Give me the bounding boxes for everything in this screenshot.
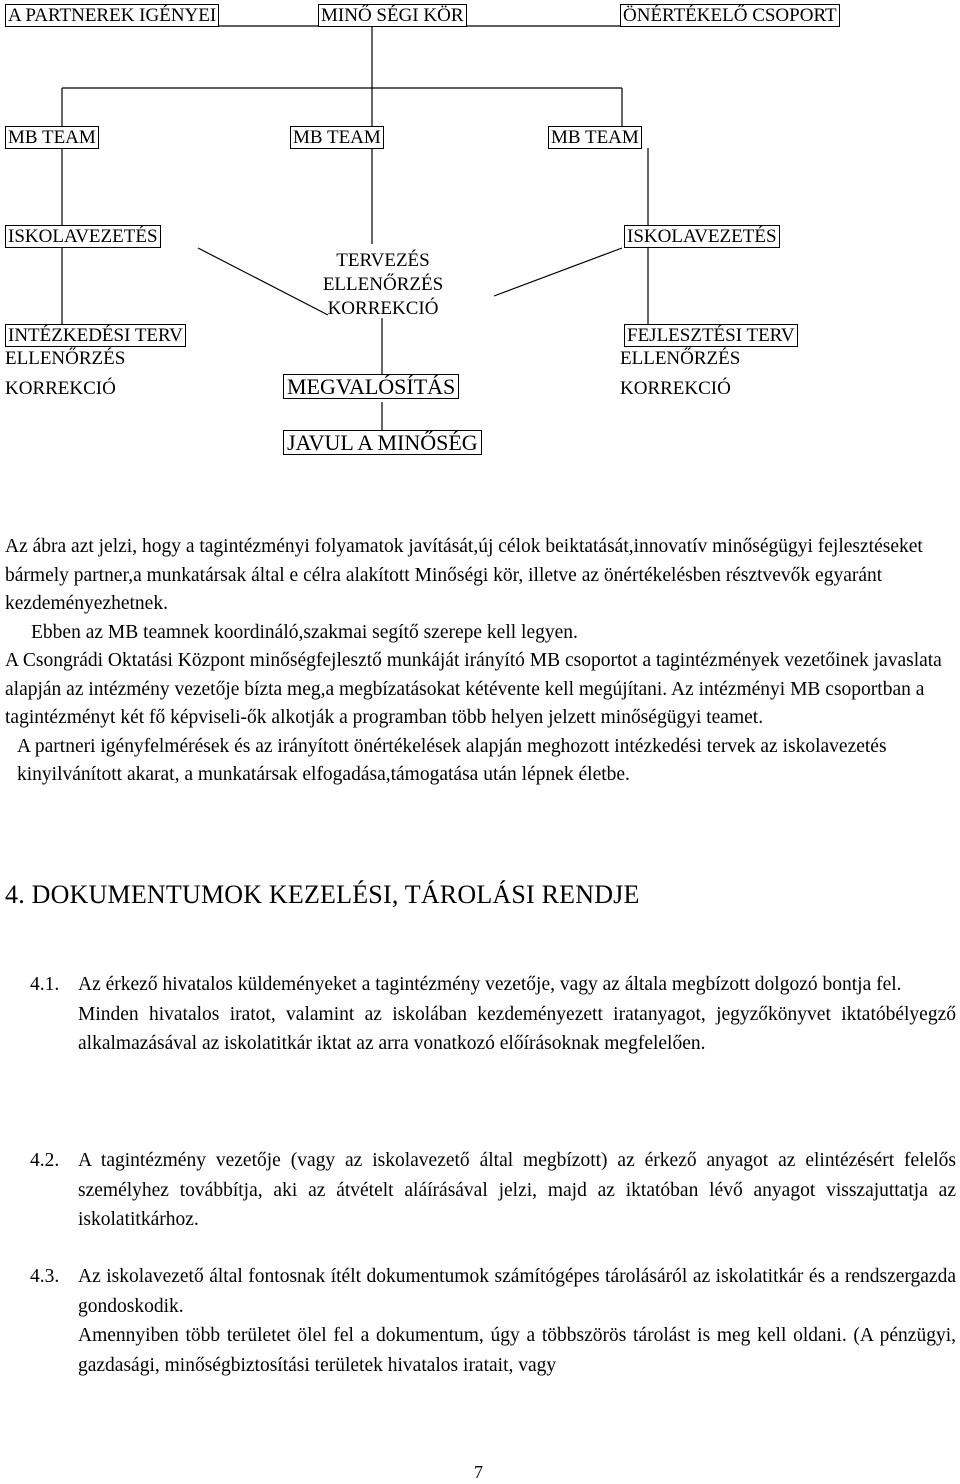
development-plan-box: FEJLESZTÉSI TERV xyxy=(624,324,798,347)
item-number: 4.1. xyxy=(30,974,60,995)
item-paragraph: Minden hivatalos iratot, valamint az iskolában kezdeményezett iratanyagot, jegyzőkönyvet iktatóbélyegző alkalmazásával az iskolatitkár iktat az arra vonatkozó előírásoknak megfelelően. xyxy=(78,1003,956,1054)
section-heading: 4. DOKUMENTUMOK KEZELÉSI, TÁROLÁSI RENDJE xyxy=(5,880,640,909)
section-item xyxy=(30,1146,956,1235)
section-item xyxy=(30,1262,956,1380)
body-paragraph: Az ábra azt jelzi, hogy a tagintézményi folyamatok javítását,új célok beiktatását,innovatív minőségügyi fejlesztéseket bármely partner,a munkatársak által e célra alakított Minőségi kör, illetve az önértékelésben résztvevők egyaránt kezdeményezhetnek. xyxy=(5,536,923,614)
item-number: 4.3. xyxy=(30,1266,60,1287)
action-plan-box: INTÉZKEDÉSI TERV xyxy=(5,324,186,347)
center-planning-label: TERVEZÉS xyxy=(336,250,430,271)
mb-team-box-center: MB TEAM xyxy=(290,126,384,149)
body-paragraph: Ebben az MB teamnek koordináló,szakmai segítő szerepe kell legyen. xyxy=(31,621,578,643)
body-paragraph: A Csongrádi Oktatási Központ minőségfejlesztő munkáját irányító MB csoportot a tagintézmények vezetőinek javaslata alapján az intézmény vezetője bízta meg,a megbízatásokat kétévente kell megújítani. Az intézményi MB csoportban a tagintézményt két fő képviseli-ők alkotják a programban több helyen jelzett minőségügyi teamet. xyxy=(5,650,942,728)
partner-needs-box: A PARTNEREK IGÉNYEI xyxy=(5,4,219,27)
right-leadership-box: ISKOLAVEZETÉS xyxy=(624,225,780,248)
center-check-label: ELLENŐRZÉS xyxy=(322,274,444,295)
item-paragraph: A tagintézmény vezetője (vagy az iskolavezető által megbízott) az érkező anyagot az elintézésért felelős személyhez továbbítja, aki az átvételt aláírásával jelzi, majd az iktatóban lévő anyagot visszajuttatja az iskolatitkárhoz. xyxy=(78,1150,956,1230)
mb-team-box-right: MB TEAM xyxy=(548,126,642,149)
mb-team-box-left: MB TEAM xyxy=(5,126,99,149)
item-paragraph: Az érkező hivatalos küldeményeket a tagintézmény vezetője, vagy az általa megbízott dolgozó bontja fel. xyxy=(78,974,902,995)
right-check-label: ELLENŐRZÉS xyxy=(620,348,741,369)
item-number: 4.2. xyxy=(30,1150,60,1171)
self-assessment-group-box: ÖNÉRTÉKELŐ CSOPORT xyxy=(620,4,840,27)
page-number: 7 xyxy=(474,1462,483,1482)
implementation-box: MEGVALÓSÍTÁS xyxy=(283,374,459,399)
left-leadership-box: ISKOLAVEZETÉS xyxy=(5,225,161,248)
right-correction-label: KORREKCIÓ xyxy=(620,378,731,399)
left-correction-label: KORREKCIÓ xyxy=(5,378,116,399)
quality-circle-box: MINŐ SÉGI KÖR xyxy=(318,4,467,27)
body-text xyxy=(5,533,955,790)
body-paragraph: A partneri igényfelmérések és az irányított önértékelések alapján meghozott intézkedési tervek az iskolavezetés kinyilvánított akarat, a munkatársak elfogadása,támogatása után lépnek életbe. xyxy=(17,735,887,785)
section-item xyxy=(30,970,956,1059)
item-paragraph: Az iskolavezető által fontosnak ítélt dokumentumok számítógépes tárolásáról az iskolatitkár és a rendszergazda gondoskodik. xyxy=(78,1266,956,1317)
left-check-label: ELLENŐRZÉS xyxy=(5,348,126,369)
quality-improves-box: JAVUL A MINŐSÉG xyxy=(283,430,482,455)
item-paragraph: Amennyiben több területet ölel fel a dokumentum, úgy a többszörös tárolást is meg kell oldani. (A pénzügyi, gazdasági, minőségbiztosítási területek hivatalos iratait, vagy xyxy=(78,1325,956,1376)
center-correction-label: KORREKCIÓ xyxy=(327,298,439,319)
